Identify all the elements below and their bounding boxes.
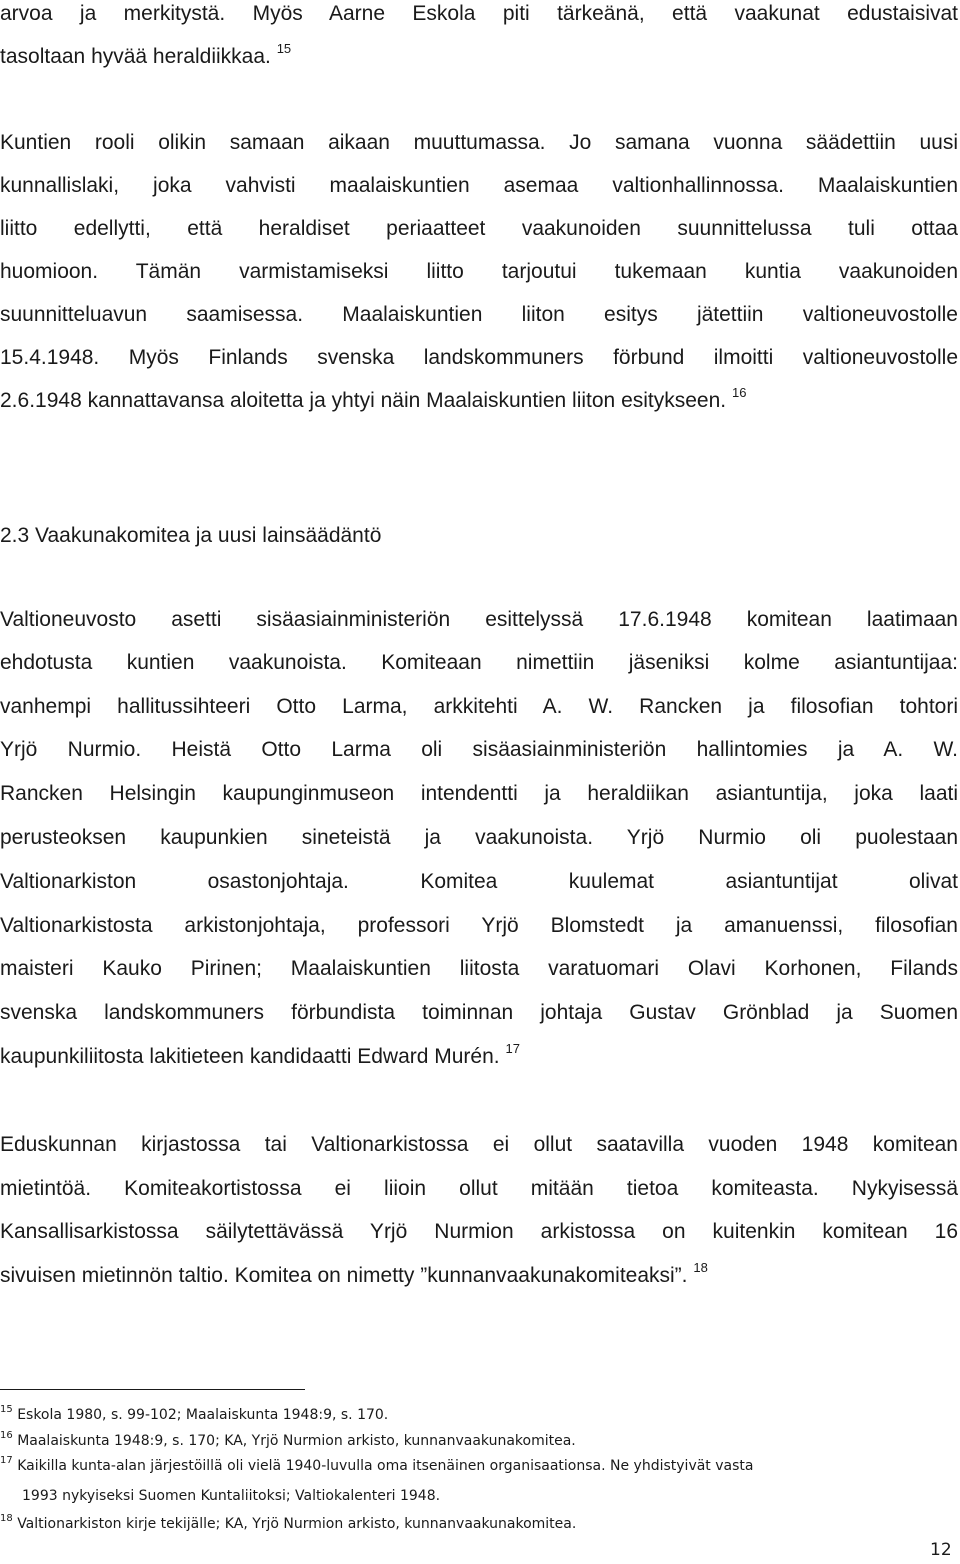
body-line: Valtionarkistosta arkistonjohtaja, professori Yrjö Blomstedt ja amanuenssi, filosofian	[0, 914, 958, 937]
body-line-text: sivuisen mietinnön taltio. Komitea on nimetty ”kunnanvaakunakomiteaksi”.	[0, 1264, 688, 1287]
body-line: vanhempi hallitussihteeri Otto Larma, arkkitehti A. W. Rancken ja filosofian tohtori	[0, 695, 958, 718]
footnote	[0, 1431, 958, 1451]
footnote-number: 17	[0, 1455, 13, 1466]
body-line: suunnitteluavun saamisessa. Maalaiskuntien liiton esitys jätettiin valtioneuvostolle	[0, 303, 958, 326]
section-heading: 2.3 Vaakunakomitea ja uusi lainsäädäntö	[0, 524, 382, 547]
footnote-separator	[0, 1389, 305, 1390]
body-line: arvoa ja merkitystä. Myös Aarne Eskola piti tärkeänä, että vaakunat edustaisivat	[0, 2, 958, 25]
body-line: Kansallisarkistossa säilytettävässä Yrjö Nurmion arkistossa on kuitenkin komitean 16	[0, 1220, 958, 1243]
footnote-number: 15	[0, 1404, 13, 1415]
footnote-text: Eskola 1980, s. 99-102; Maalaiskunta 1948:9, s. 170.	[17, 1407, 389, 1423]
page-number: 12	[930, 1540, 952, 1560]
body-line: Kuntien rooli olikin samaan aikaan muuttumassa. Jo samana vuonna säädettiin uusi	[0, 131, 958, 154]
footnote-text: Valtionarkiston kirje tekijälle; KA, Yrjö Nurmion arkisto, kunnanvaakunakomitea.	[17, 1516, 577, 1532]
body-line: 15.4.1948. Myös Finlands svenska landskommuners förbund ilmoitti valtioneuvostolle	[0, 346, 958, 369]
body-line: Valtionarkiston osastonjohtaja. Komitea kuulemat asiantuntijat olivat	[0, 870, 958, 893]
body-line: maisteri Kauko Pirinen; Maalaiskuntien liitosta varatuomari Olavi Korhonen, Filands	[0, 957, 958, 980]
footnote-ref[interactable]: 16	[731, 385, 747, 400]
footnote-ref[interactable]: 15	[276, 41, 292, 56]
body-line: perusteoksen kaupunkien sineteistä ja vaakunoista. Yrjö Nurmio oli puolestaan	[0, 826, 958, 849]
body-line: mietintöä. Komiteakortistossa ei liioin ollut mitään tietoa komiteasta. Nykyisessä	[0, 1177, 958, 1200]
footnote-continuation: 1993 nykyiseksi Suomen Kuntaliitoksi; Valtiokalenteri 1948.	[22, 1488, 441, 1504]
body-line: svenska landskommuners förbundista toiminnan johtaja Gustav Grönblad ja Suomen	[0, 1001, 958, 1024]
footnote	[0, 1405, 958, 1425]
body-line: liitto edellytti, että heraldiset periaatteet vaakunoiden suunnittelussa tuli ottaa	[0, 217, 958, 240]
footnote-ref[interactable]: 17	[505, 1041, 520, 1056]
footnote	[0, 1514, 958, 1534]
body-line: Valtioneuvosto asetti sisäasiainministeriön esittelyssä 17.6.1948 komitean laatimaan	[0, 608, 958, 631]
footnote-number: 18	[0, 1513, 13, 1524]
body-line: ehdotusta kuntien vaakunoista. Komiteaan nimettiin jäseniksi kolme asiantuntijaa:	[0, 651, 958, 674]
body-line	[0, 41, 958, 70]
body-line-text: kaupunkiliitosta lakitieteen kandidaatti Edward Murén.	[0, 1045, 500, 1068]
body-line-text: tasoltaan hyvää heraldiikkaa.	[0, 45, 271, 68]
body-line-text: 2.6.1948 kannattavansa aloitetta ja yhtyi näin Maalaiskuntien liiton esitykseen.	[0, 389, 727, 412]
body-line: Eduskunnan kirjastossa tai Valtionarkistossa ei ollut saatavilla vuoden 1948 komitean	[0, 1133, 958, 1156]
footnote-text: Maalaiskunta 1948:9, s. 170; KA, Yrjö Nurmion arkisto, kunnanvaakunakomitea.	[17, 1433, 576, 1449]
footnote-number: 16	[0, 1430, 13, 1441]
body-line	[0, 385, 958, 414]
body-line: kunnallislaki, joka vahvisti maalaiskuntien asemaa valtionhallinnossa. Maalaiskuntien	[0, 174, 958, 197]
body-line: Rancken Helsingin kaupunginmuseon intendentti ja heraldiikan asiantuntija, joka laati	[0, 782, 958, 805]
body-line	[0, 1260, 958, 1289]
body-line	[0, 1041, 958, 1070]
footnote-ref[interactable]: 18	[693, 1260, 708, 1275]
body-line: huomioon. Tämän varmistamiseksi liitto tarjoutui tukemaan kuntia vaakunoiden	[0, 260, 958, 283]
body-line: Yrjö Nurmio. Heistä Otto Larma oli sisäasiainministeriön hallintomies ja A. W.	[0, 738, 958, 761]
footnote	[0, 1456, 958, 1476]
footnote-text: Kaikilla kunta-alan järjestöillä oli vielä 1940-luvulla oma itsenäinen organisaationsa. Ne yhdistyivät vasta	[17, 1458, 754, 1474]
